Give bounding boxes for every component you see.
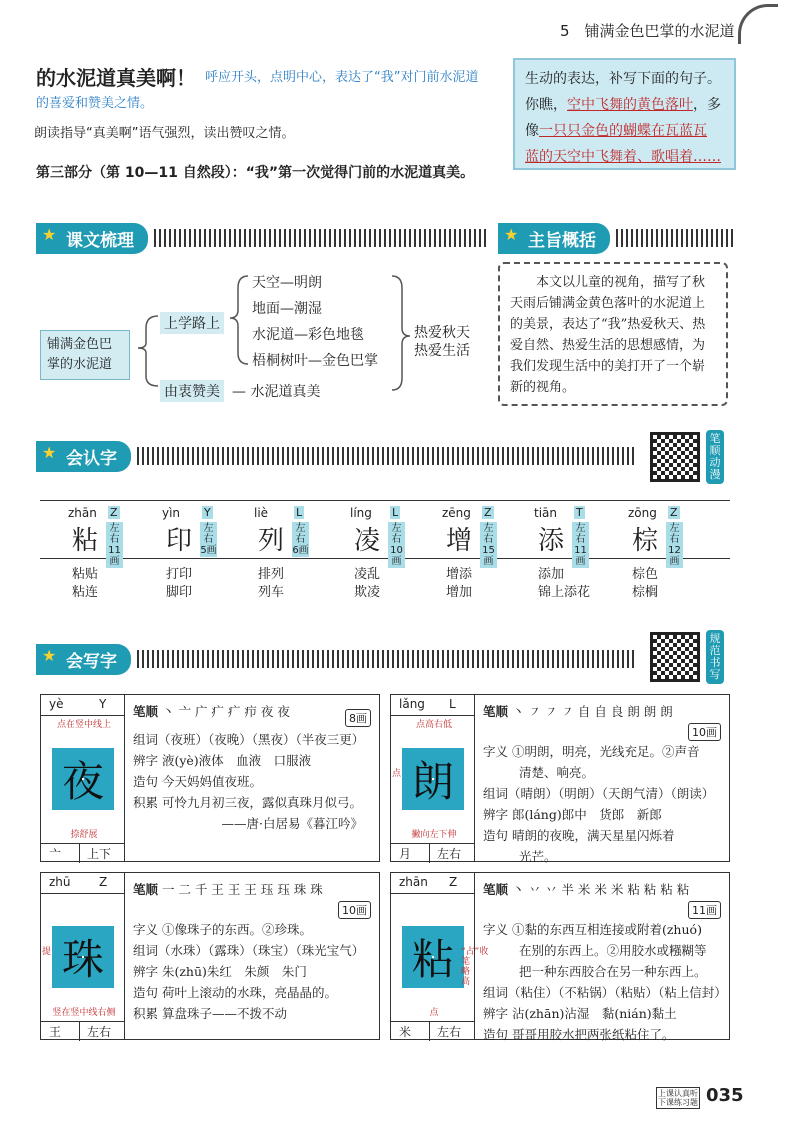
recog-word-1: 棕色 — [632, 567, 659, 582]
recog-strokes: 5画 — [200, 545, 217, 556]
recog-structure-text: 左右 — [203, 523, 214, 545]
recog-word-2: 脚印 — [166, 585, 193, 600]
recog-strokes: 12画 — [668, 545, 681, 567]
recog-initial: L — [392, 506, 399, 519]
theme-1: 热爱秋天 — [414, 325, 470, 341]
tree-item-2: 地面—潮湿 — [252, 301, 322, 317]
section-bar-3 — [36, 442, 636, 470]
writing-card: yè Y 点在竖中线上 夜 捺舒展 亠 上下 笔顺 丶 亠 广 疒 疒 疖 夜 夜 8画 组词（夜班）（夜晚）（黑夜）（半夜三更） 辨字 液(yè)液体 血液 口服液 造句 今天妈妈值夜班。 积累 可怜九月初三夜，露似真珠月似弓。 ——唐·白居易《暮江吟》 — [40, 694, 380, 862]
card-tip-top: 点高右低 — [415, 720, 452, 730]
section-title-1: 课文梳理 — [66, 230, 134, 251]
card-pinyin: zhū — [49, 875, 71, 889]
card-stroke-count: 11画 — [688, 901, 721, 919]
card-initial: Z — [99, 875, 108, 889]
card-big-char: 朗 — [402, 748, 464, 810]
footer-tag-1: 上课认真听 — [658, 1089, 698, 1098]
summary-box — [498, 262, 728, 406]
recog-structure-text: 左右 — [575, 523, 586, 545]
recog-pinyin: zēng — [442, 506, 471, 520]
side-line-4: 蓝的天空中飞舞着、歌唱着…… — [525, 149, 721, 165]
card-tip-side: “占”收笔略高 — [461, 947, 489, 987]
recog-strokes: 6画 — [292, 545, 309, 556]
card-content — [133, 919, 373, 1024]
recog-pinyin: zōng — [628, 506, 657, 520]
card-content — [133, 729, 373, 834]
card-line: 字义 ①像珠子的东西。②珍珠。 — [133, 922, 312, 937]
card-structure: 左右 — [437, 847, 462, 861]
recog-word-2: 棕榈 — [632, 585, 659, 600]
card-line: 光芒。 — [519, 849, 557, 864]
corner-decoration — [738, 4, 778, 44]
card-radical: 月 — [399, 847, 412, 861]
section-title-4: 会写字 — [66, 651, 117, 672]
card-line: 造句 哥哥用胶水把两张纸粘住了。 — [483, 1027, 675, 1042]
recog-words — [538, 566, 590, 602]
card-stroke-order: 一 二 千 王 王 王 珏 珏 珠 珠 — [162, 882, 323, 897]
card-big-char: 粘 — [402, 926, 464, 988]
card-tip-side: 提 — [42, 947, 52, 957]
card-stroke-count: 10画 — [338, 901, 371, 919]
recog-structure — [292, 522, 309, 557]
recog-pinyin: líng — [350, 506, 372, 520]
recog-char: 印 — [166, 526, 193, 556]
reading-tip: 朗读指导“真美啊”语气强烈，读出赞叹之情。 — [34, 126, 295, 141]
recog-words — [72, 566, 98, 602]
recog-word-1: 增添 — [446, 567, 473, 582]
section-bar-2 — [498, 224, 734, 252]
card-content — [483, 919, 727, 1045]
card-structure: 左右 — [437, 1025, 462, 1039]
card-pinyin: lǎng — [399, 697, 425, 711]
side-line-2a: 你瞧， — [525, 97, 567, 113]
recog-structure — [388, 522, 405, 568]
card-structure: 左右 — [87, 1025, 112, 1039]
recog-char: 添 — [538, 526, 565, 556]
card-initial: Z — [449, 875, 458, 889]
card-line: ——唐·白居易《暮江吟》 — [221, 816, 363, 831]
recog-structure — [666, 522, 683, 568]
recog-structure — [200, 522, 217, 557]
quote-line: 的水泥道真美啊！ — [36, 66, 196, 90]
recog-strokes: 11画 — [108, 545, 121, 567]
recog-word-2: 列车 — [258, 585, 285, 600]
card-initial: L — [449, 697, 456, 711]
recog-pinyin: tiān — [534, 506, 557, 520]
card-stroke-order: 丶 ㇇ ㇇ ㇇ 自 自 良 朗 朗 朗 — [512, 704, 673, 719]
recog-words — [632, 566, 658, 602]
qr-code[interactable] — [650, 432, 700, 482]
card-line: 辨字 郎(láng)郎中 货郎 新郎 — [483, 807, 662, 822]
card-line: 在别的东西上。②用胶水或糨糊等 — [519, 943, 707, 958]
star-icon: ★ — [42, 224, 57, 244]
recog-word-1: 添加 — [538, 567, 565, 582]
recog-word-2: 粘连 — [72, 585, 99, 600]
card-line: 辨字 朱(zhū)朱红 朱颜 朱门 — [133, 964, 307, 979]
card-line: 辨字 液(yè)液体 血液 口服液 — [133, 753, 312, 768]
recog-initial: T — [576, 506, 583, 519]
recog-pinyin: yìn — [162, 506, 181, 520]
recog-initial: Y — [204, 506, 211, 519]
card-big-char: 夜 — [52, 748, 114, 810]
card-structure: 上下 — [87, 847, 112, 861]
recog-structure-text: 左右 — [391, 523, 402, 545]
card-line: 造句 荷叶上滚动的水珠，亮晶晶的。 — [133, 985, 337, 1000]
recog-word-1: 打印 — [166, 567, 193, 582]
recog-word-2: 增加 — [446, 585, 473, 600]
card-line: 组词（粘住）（不粘锅）（粘贴）（粘上信封） — [483, 985, 727, 1000]
recog-words — [354, 566, 380, 602]
qr-code[interactable] — [650, 632, 700, 682]
writing-card: zhān Z 粘 点 “占”收笔略高 米 左右 笔顺 丶 丷 丷 半 米 米 米 粘 粘 粘 粘 11画 字义 ①黏的东西互相连接或附着(zhuó) 在别的东西上。②用胶水或糨糊等 把一种东西胶合在另一种东西上。 组词（粘住）（不粘锅）（粘贴）（粘上信封） 辨字 沾(zhān)沾湿 黏(nián)黏土 造句 哥哥用胶水把两张纸粘住了。 — [390, 872, 730, 1040]
tree-item-4: 梧桐树叶—金色巴掌 — [252, 353, 378, 369]
tree-item-3: 水泥道—彩色地毯 — [252, 327, 364, 343]
page-number: 035 — [706, 1085, 744, 1106]
card-tip-bottom: 捺舒展 — [70, 830, 98, 840]
qr-label-1: 笔顺动漫 — [706, 430, 724, 484]
card-line: 组词（夜班）（夜晚）（黑夜）（半夜三更） — [133, 732, 365, 747]
tree-root: 铺满金色巴掌的水泥道 — [40, 330, 130, 380]
footer-tags — [656, 1087, 700, 1109]
star-icon: ★ — [42, 645, 57, 665]
card-tip-top: 点在竖中线上 — [56, 720, 111, 730]
recog-structure — [572, 522, 589, 568]
card-line: 组词（水珠）（露珠）（珠宝）（珠光宝气） — [133, 943, 365, 958]
card-tip-side: 点 — [392, 769, 402, 779]
recog-char: 凌 — [354, 526, 381, 556]
card-tip-bottom: 竖在竖中线右侧 — [52, 1008, 116, 1018]
card-tip-bottom: 撇向左下伸 — [411, 830, 457, 840]
recog-initial: Z — [110, 506, 118, 519]
recog-char: 列 — [258, 526, 285, 556]
card-tip-bottom: 点 — [429, 1008, 439, 1018]
side-line-3a: 像 — [525, 123, 539, 139]
note-line-2: 的喜爱和赞美之情。 — [36, 96, 154, 111]
recog-initial: L — [296, 506, 303, 519]
branch-2: 由衷赞美 — [160, 380, 224, 402]
recog-word-2: 锦上添花 — [538, 585, 591, 600]
star-icon: ★ — [504, 224, 519, 244]
recog-word-1: 排列 — [258, 567, 285, 582]
recog-words — [166, 566, 192, 602]
summary-text: 本文以儿童的视角，描写了秋天雨后铺满金黄色落叶的水泥道上的美景，表达了“我”热爱秋天、热爱自然、热爱生活的思想感情，为我们发现生活中的美打开了一个崭新的视角。 — [510, 275, 706, 395]
card-line: 积累 算盘珠子——不拨不动 — [133, 1006, 287, 1021]
card-radical: 亠 — [49, 847, 62, 861]
recog-initial: Z — [670, 506, 678, 519]
recog-structure-text: 左右 — [669, 523, 680, 545]
theme-2: 热爱生活 — [414, 343, 470, 359]
card-line: 积累 可怜九月初三夜，露似真珠月似弓。 — [133, 795, 362, 810]
page-header: 5 铺满金色巴掌的水泥道 — [560, 22, 735, 40]
recog-structure — [480, 522, 497, 568]
writing-card: zhū Z 珠 竖在竖中线右侧 提 王 左右 笔顺 一 二 千 王 王 王 珏 珏 珠 珠 10画 字义 ①像珠子的东西。②珍珠。 组词（水珠）（露珠）（珠宝）（珠光宝气） 辨字 朱(zhū)朱红 朱颜 朱门 造句 荷叶上滚动的水珠，亮晶晶的。 积累 算盘珠子——不拨不动 — [40, 872, 380, 1040]
writing-card: lǎng L 点高右低 朗 撇向左下伸 点 月 左右 笔顺 丶 ㇇ ㇇ ㇇ 自 自 良 朗 朗 朗 10画 字义 ①明朗，明亮，光线充足。②声音 清楚、响亮。 组词（晴朗）（明朗）（天朗气清）（朗读） 辨字 郎(láng)郎中 货郎 新郎 造句 晴朗的夜晚，满天星星闪烁着 光芒。 — [390, 694, 730, 862]
section-title-2: 主旨概括 — [528, 230, 596, 251]
recog-word-1: 粘贴 — [72, 567, 99, 582]
card-pinyin: yè — [49, 697, 64, 711]
card-stroke-count: 10画 — [688, 723, 721, 741]
part-three: 第三部分（第 10—11 自然段）：“我”第一次觉得门前的水泥道真美。 — [36, 165, 475, 181]
note-line-1: 呼应开头，点明中心，表达了“我”对门前水泥道 — [205, 70, 479, 85]
recog-strokes: 11画 — [574, 545, 587, 567]
recog-word-1: 凌乱 — [354, 567, 381, 582]
recog-strokes: 10画 — [390, 545, 403, 567]
recog-structure-text: 左右 — [483, 523, 494, 545]
recog-char: 增 — [446, 526, 473, 556]
qr-label-2: 规范书写 — [706, 630, 724, 684]
card-line: 组词（晴朗）（明朗）（天朗气清）（朗读） — [483, 786, 715, 801]
card-pinyin: zhān — [399, 875, 428, 889]
recog-pinyin: liè — [254, 506, 269, 520]
recog-pinyin: zhān — [68, 506, 97, 520]
card-radical: 米 — [399, 1025, 412, 1039]
recog-words — [258, 566, 284, 602]
side-line-3b: 一只只金色的蝴蝶在瓦蓝瓦 — [539, 123, 707, 139]
recog-structure-text: 左右 — [109, 523, 120, 545]
card-big-char: 珠 — [52, 926, 114, 988]
card-line: 清楚、响亮。 — [519, 765, 595, 780]
tree-item-1: 天空—明朗 — [252, 275, 322, 291]
card-line: 字义 ①明朗，明亮，光线充足。②声音 — [483, 744, 700, 759]
section-bar-4 — [36, 645, 636, 673]
side-line-2b: 空中飞舞的黄色落叶 — [567, 97, 693, 113]
card-line: 把一种东西胶合在另一种东西上。 — [519, 964, 707, 979]
card-content — [483, 741, 723, 867]
expression-box — [513, 58, 736, 170]
card-line: 辨字 沾(zhān)沾湿 黏(nián)黏土 — [483, 1006, 677, 1021]
card-line: 造句 晴朗的夜晚，满天星星闪烁着 — [483, 828, 675, 843]
recog-initial: Z — [484, 506, 492, 519]
star-icon: ★ — [42, 442, 57, 462]
card-radical: 王 — [49, 1025, 62, 1039]
side-line-2c: ，多 — [693, 97, 721, 113]
recog-word-2: 欺凌 — [354, 585, 381, 600]
section-bar-1 — [36, 224, 488, 252]
branch-1: 上学路上 — [160, 312, 224, 334]
card-stroke-order: 丶 亠 广 疒 疒 疖 夜 夜 — [162, 704, 290, 719]
card-line: 造句 今天妈妈值夜班。 — [133, 774, 262, 789]
recog-strokes: 15画 — [482, 545, 495, 567]
card-line: 字义 ①黏的东西互相连接或附着(zhuó) — [483, 922, 702, 937]
section-title-3: 会认字 — [66, 448, 117, 469]
side-line-1: 生动的表达，补写下面的句子。 — [525, 71, 721, 87]
recog-structure — [106, 522, 123, 568]
card-stroke-count: 8画 — [345, 709, 371, 727]
recog-words — [446, 566, 472, 602]
card-initial: Y — [99, 697, 107, 711]
recog-char: 棕 — [632, 526, 659, 556]
recog-structure-text: 左右 — [295, 523, 306, 545]
card-stroke-order: 丶 丷 丷 半 米 米 米 粘 粘 粘 粘 — [512, 882, 690, 897]
footer-tag-2: 下课练习题 — [658, 1098, 698, 1107]
recog-char: 粘 — [72, 526, 99, 556]
branch-2-tail: — 水泥道真美 — [232, 384, 321, 400]
